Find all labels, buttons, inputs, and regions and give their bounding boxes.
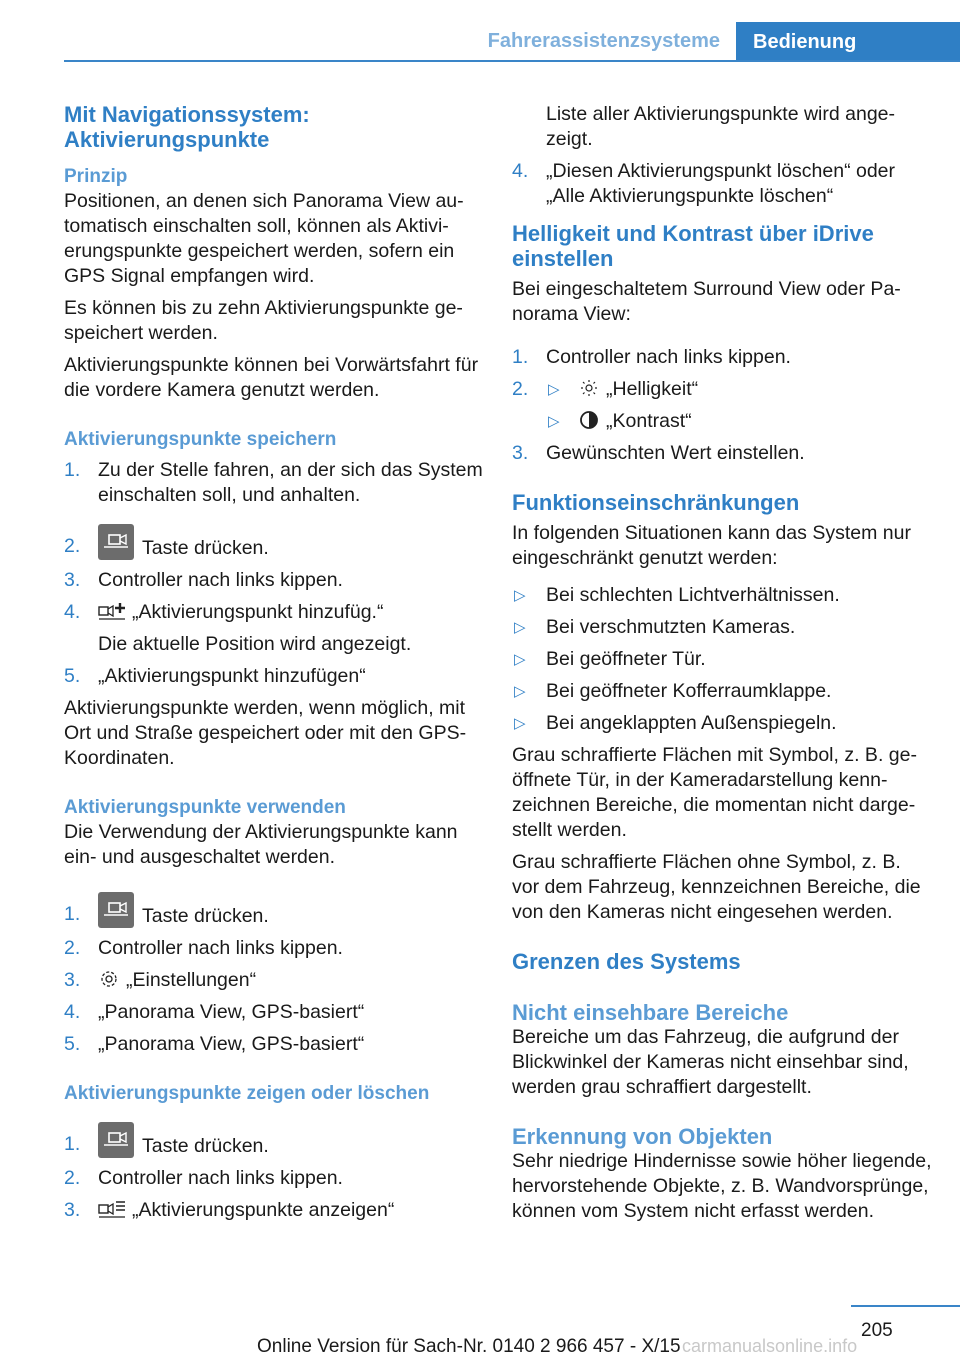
paragraph: In folgenden Situationen kann das System nur eingeschränkt genutzt werden: xyxy=(512,522,911,569)
paragraph: Positionen, an denen sich Panorama View automatisch einschalten soll, können als Aktivierungspunkte gespeichert werden, sofern ein GPS Signal empfangen wird. xyxy=(64,190,464,287)
list-item: ▷ Bei geöffneter Kofferraumklappe. xyxy=(514,680,832,702)
contrast-icon xyxy=(578,410,600,430)
paragraph: Grau schraffierte Flächen mit Symbol, z. B. geöffnete Tür, in der Kameradarstellung kennzeichnen Bereiche, die momentan nicht dargestellt werden. xyxy=(512,744,917,841)
camera-button-icon xyxy=(98,524,134,560)
triangle-bullet-icon: ▷ xyxy=(548,413,560,430)
heading-erkennung: Erkennung von Objekten xyxy=(512,1124,773,1149)
list-item: 5. „Aktivierungspunkt hinzufügen“ xyxy=(64,665,366,687)
triangle-bullet-icon: ▷ xyxy=(514,619,526,636)
paragraph: Grau schraffierte Flächen ohne Symbol, z. B. vor dem Fahrzeug, kennzeichnen Bereiche, die von den Kameras nicht eingesehen werden. xyxy=(512,851,921,923)
camera-button-icon xyxy=(98,892,134,928)
list-item: 1. Controller nach links kippen. xyxy=(512,346,791,368)
list-item: 2. Controller nach links kippen. xyxy=(64,1167,343,1189)
heading-grenzen: Grenzen des Systems xyxy=(512,949,741,974)
settings-gear-icon xyxy=(98,969,120,989)
list-item: 3. „Aktivierungspunkte anzeigen“ xyxy=(64,1199,395,1221)
list-item: 5. „Panorama View, GPS-basiert“ xyxy=(64,1033,365,1055)
heading-funktion: Funktionseinschränkungen xyxy=(512,490,800,515)
triangle-bullet-icon: ▷ xyxy=(548,381,560,398)
paragraph: Liste aller Aktivierungspunkte wird angezeigt. xyxy=(546,103,896,150)
paragraph: Bereiche um das Fahrzeug, die aufgrund der Blickwinkel der Kameras nicht einsehbar sind, werden grau schraffiert dargestellt. xyxy=(512,1026,909,1098)
list-item: 4. „Diesen Aktivierungspunkt löschen“ oder „Alle Aktivierungspunkte löschen“ xyxy=(512,160,896,207)
triangle-bullet-icon: ▷ xyxy=(514,683,526,700)
list-item: ▷ Bei verschmutzten Kameras. xyxy=(514,616,796,638)
triangle-bullet-icon: ▷ xyxy=(514,587,526,604)
watermark: carmanualsonline.info xyxy=(682,1336,858,1356)
paragraph: Aktivierungspunkte werden, wenn möglich, mit Ort und Straße gespeichert oder mit den GPS-Koordinaten. xyxy=(64,697,467,769)
list-item: 3. Controller nach links kippen. xyxy=(64,569,343,591)
triangle-bullet-icon: ▷ xyxy=(514,715,526,732)
list-item: 2. ▷ „Helligkeit“ ▷ „Kontrast“ xyxy=(512,378,699,432)
list-item: 4. „Aktivierungspunkt hinzufüg.“ Die aktuelle Position wird angezeigt. xyxy=(64,601,412,655)
list-item: ▷ Bei geöffneter Tür. xyxy=(514,648,706,670)
list-item: 1. Taste drücken. xyxy=(64,892,484,929)
paragraph: Bei eingeschaltetem Surround View oder Panorama View: xyxy=(512,278,901,325)
heading-zeigen: Aktivierungspunkte zeigen oder löschen xyxy=(64,1083,430,1104)
paragraph: Die Verwendung der Aktivierungspunkte kann ein- und ausgeschaltet werden. xyxy=(64,821,458,868)
heading-navigation: Mit Navigationssystem: Aktivierungspunkte xyxy=(64,102,310,152)
left-column xyxy=(64,102,484,1223)
camera-button-icon xyxy=(98,1122,134,1158)
heading-helligkeit: Helligkeit und Kontrast über iDrive einstellen xyxy=(512,221,874,271)
online-version-note: Online Version für Sach-Nr. 0140 2 966 457 - X/15 xyxy=(257,1336,681,1357)
chapter-tab xyxy=(736,22,960,62)
section-title: Fahrerassistenzsysteme xyxy=(487,30,720,52)
list-item: 1. Taste drücken. xyxy=(64,1122,484,1159)
camera-add-icon xyxy=(98,601,126,621)
page-number: 205 xyxy=(861,1320,893,1341)
heading-nicht-einsehbar: Nicht einsehbare Bereiche xyxy=(512,1000,789,1025)
paragraph: Aktivierungspunkte können bei Vorwärtsfahrt für die vordere Kamera genutzt werden. xyxy=(64,354,479,401)
paragraph: Sehr niedrige Hindernisse sowie höher liegende, hervorstehende Objekte, z. B. Wandvorsprünge, können vom System nicht erfasst werden. xyxy=(512,1150,932,1222)
chapter-tab-label: Bedienung xyxy=(753,31,857,53)
camera-list-icon xyxy=(98,1199,126,1219)
list-item: ▷ Bei schlechten Lichtverhältnissen. xyxy=(514,584,840,606)
paragraph: Es können bis zu zehn Aktivierungspunkte gespeichert werden. xyxy=(64,297,463,344)
heading-prinzip: Prinzip xyxy=(64,166,128,187)
triangle-bullet-icon: ▷ xyxy=(514,651,526,668)
brightness-icon xyxy=(578,378,600,398)
list-item: ▷ Bei angeklappten Außenspiegeln. xyxy=(514,712,837,734)
right-column xyxy=(512,102,932,1224)
list-item: 3. „Einstellungen“ xyxy=(64,969,257,991)
list-item: 2. Taste drücken. xyxy=(64,524,484,561)
heading-speichern: Aktivierungspunkte speichern xyxy=(64,429,337,450)
list-item: 3. Gewünschten Wert einstellen. xyxy=(512,442,805,464)
list-item: 4. „Panorama View, GPS-basiert“ xyxy=(64,1001,365,1023)
header-rule xyxy=(64,60,960,62)
page-header xyxy=(0,0,960,62)
heading-verwenden: Aktivierungspunkte verwenden xyxy=(64,797,346,818)
footer-rule xyxy=(851,1305,960,1307)
list-item: 2. Controller nach links kippen. xyxy=(64,937,343,959)
list-item: 1. Zu der Stelle fahren, an der sich das System einschalten soll, und anhalten. xyxy=(64,459,483,506)
